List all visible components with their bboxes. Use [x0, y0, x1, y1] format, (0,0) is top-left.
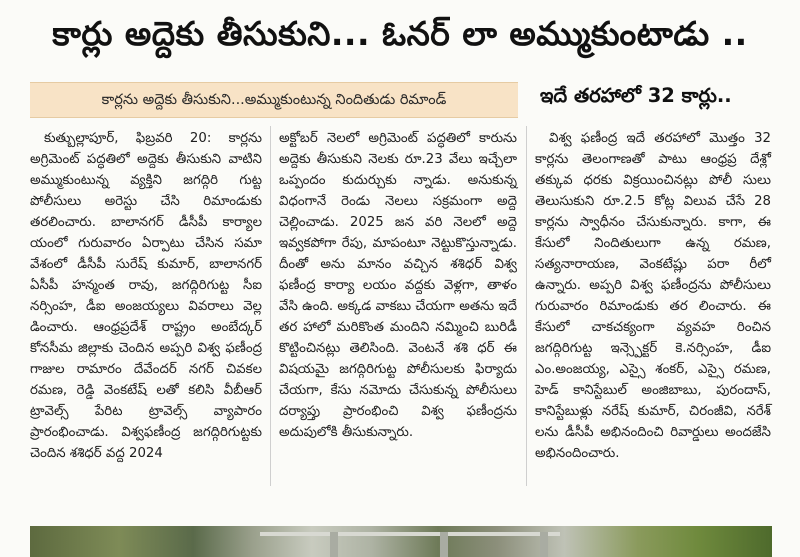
deck-subheading: కార్లను అద్దెకు తీసుకుని...అమ్ముకుంటున్న నిందితుడు రిమాండ్ — [30, 82, 518, 118]
article-column-1 — [30, 128, 262, 464]
article-column-3 — [535, 128, 771, 464]
headline: కార్లు అద్దెకు తీసుకుని... ఓనర్ లా అమ్ముకుంటాడు .. — [52, 14, 748, 53]
photo-bridge-beam — [260, 532, 560, 536]
side-heading: ఇదే తరహాలో 32 కార్లు.. — [540, 84, 732, 107]
news-photo — [30, 526, 772, 557]
photo-pillar — [330, 532, 338, 557]
column-1-text: కుత్బుల్లాపూర్, ఫిబ్రవరి 20: కార్లను అగ్రిమెంట్ పద్ధతిలో అద్దెకు తీసుకుని వాటిని అమ్ముకుంటున్న వ్యక్తిని జగద్గిరి గుట్ట పోలీసులు అరెస్టు చేసి రిమాండుకు తరలించారు. బాలానగర్ డీసీపీ కార్యాల యంలో గురువారం ఏర్పాటు చేసిన సమా వేశంలో డీసీపీ సురేష్ కుమార్, బాలానగర్ ఏసీపీ హన్మంత రావు, జగద్గిరిగుట్ట సీఐ నర్సింహ, డీఐ అంజయ్యలు వివరాలు వెల్ల డించారు. ఆంధ్రప్రదేశ్ రాష్ట్రం అంబేద్కర్ కోనసీమ జిల్లాకు చెందిన అప్పరి విశ్వ ఫణీంద్ర గాజుల రామారం దేవేందర్ నగర్ చివకల రమణ, రెడ్డి వెంకటేష్ లతో కలిసి వీబీఆర్ ట్రావెల్స్ పేరిట ట్రావెల్స్ వ్యాపారం ప్రారంభించాడు. విశ్వఫణీంద్ర జగద్గిరిగుట్టకు చెందిన శశిధర్ వద్ద 2024 — [30, 131, 262, 461]
article-column-2 — [279, 128, 517, 443]
column-divider — [270, 126, 271, 486]
photo-pillar — [540, 532, 548, 557]
column-2-text: అక్టోబర్ నెలలో అగ్రిమెంట్ పద్ధతిలో కారును అద్దెకు తీసుకుని నెలకు రూ.23 వేలు ఇచ్చేలా ఒప్పందం కుదుర్చుకు న్నాడు. అనుకున్న విధంగానే రెండు నెలలు సక్రమంగా అద్దె చెల్లించాడు. 2025 జన వరి నెలలో అద్దె ఇవ్వకపోగా రేపు, మాపంటూ నెట్టుకొస్తున్నాడు. దీంతో అను మానం వచ్చిన శశిధర్ విశ్వ ఫణీంద్ర కార్యా లయం వద్దకు వెళ్లగా, తాళం వేసి ఉంది. అక్కడ వాకబు చేయగా అతను ఇదే తర హాలో మరికొంత మందిని నమ్మించి బురిడీ కొట్టించినట్లు తెలిసింది. వెంటనే శశి ధర్ ఈ విషయమై జగద్గిరిగుట్ట పోలీసులకు ఫిర్యాదు చేయగా, కేసు నమోదు చేసుకున్న పోలీసులు దర్యాప్తు ప్రారంభించి విశ్వ ఫణీంద్రను అదుపులోకి తీసుకున్నారు. — [279, 131, 517, 440]
column-3-text: విశ్వ ఫణీంద్ర ఇదే తరహాలో మొత్తం 32 కార్లను తెలంగాణతో పాటు ఆంధ్రప్ర దేశ్లో తక్కువ ధరకు విక్రయించినట్లు పోలీ సులు తెలుసుకుని రూ.2.5 కోట్ల విలువ చేసే 28 కార్లను స్వాధీనం చేసుకున్నారు. కాగా, ఈ కేసులో నిందితులుగా ఉన్న రమణ, సత్యనారాయణ, వెంకటేష్లు పరా రీలో ఉన్నారు. అప్పరి విశ్వ ఫణీంద్రను పోలీసులు గురువారం రిమాండుకు తర లించారు. ఈ కేసులో చాకచక్యంగా వ్యవహ రించిన జగద్గిరిగుట్ట ఇన్స్పెక్టర్ కె.నర్సింహ, డీఐ ఎం.అంజయ్య, ఎస్సై శంకర్, ఎస్సై రమణ, హెడ్ కానిస్టేబుల్ అంజిబాబు, పురందాస్, కానిస్టేబుళ్లు నరేష్ కుమార్, చిరంజీవి, నరేశ్ లను డీసీపీ అభినందించి రివార్డులు అందజేసి అభినందించారు. — [535, 131, 771, 461]
column-divider — [526, 126, 527, 486]
photo-pillar — [440, 532, 448, 557]
